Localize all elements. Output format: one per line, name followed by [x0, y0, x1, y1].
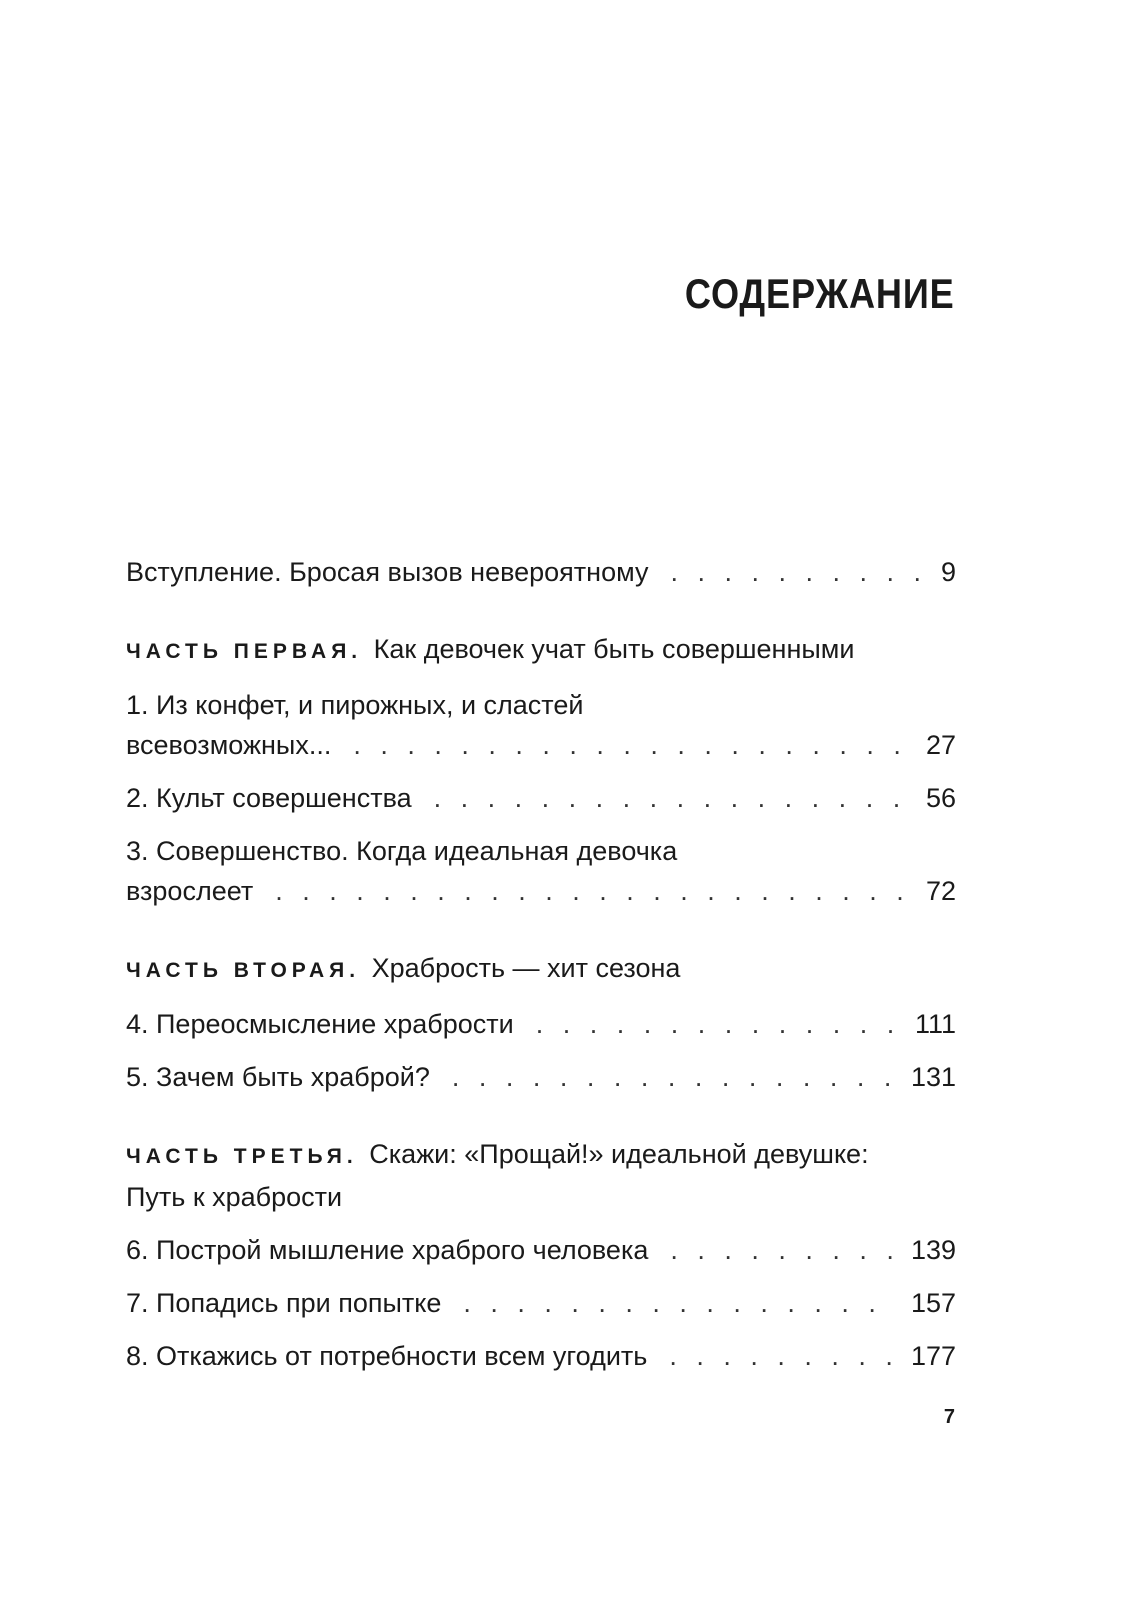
toc-page-number: 177 — [910, 1341, 956, 1371]
toc-entry-chapter-1[interactable] — [126, 685, 956, 765]
toc-entry-chapter-4[interactable] — [126, 1004, 956, 1044]
toc-entry-chapter-2[interactable] — [126, 778, 956, 818]
dot-leader — [670, 552, 923, 592]
part-label: ЧАСТЬ ТРЕТЬЯ. — [126, 1145, 358, 1168]
dot-leader — [669, 1336, 893, 1376]
dot-leader — [536, 1004, 897, 1044]
part-heading-3 — [126, 1134, 956, 1217]
toc-entry-chapter-5[interactable] — [126, 1057, 956, 1097]
toc-entry-title: 2. Культ совершенства — [126, 783, 412, 813]
toc-entry-chapter-8[interactable] — [126, 1336, 956, 1376]
part-label: ЧАСТЬ ПЕРВАЯ. — [126, 640, 363, 663]
dot-leader — [434, 778, 908, 818]
part-label: ЧАСТЬ ВТОРАЯ. — [126, 959, 361, 982]
toc-entry-chapter-6[interactable] — [126, 1230, 956, 1270]
dot-leader — [463, 1283, 893, 1323]
toc-entry-intro[interactable] — [126, 552, 956, 592]
toc-entry-title: 5. Зачем быть храброй? — [126, 1062, 430, 1092]
toc-page-number: 72 — [925, 876, 956, 906]
part-title: Храбрость — хит сезона — [371, 953, 681, 983]
dot-leader — [275, 871, 908, 911]
page-title: СОДЕРЖАНИЕ — [685, 270, 955, 317]
toc-entry-title: 7. Попадись при попытке — [126, 1288, 442, 1318]
toc-page-number: 139 — [910, 1235, 956, 1265]
toc-page-number: 9 — [940, 557, 956, 587]
toc-page-number: 157 — [910, 1288, 956, 1318]
part-title: Как девочек учат быть совершенными — [373, 634, 855, 664]
toc-entry-title-line: 1. Из конфет, и пирожных, и сластей — [126, 690, 584, 720]
toc-entry-title: 4. Переосмысление храбрости — [126, 1009, 514, 1039]
part-title-continued: Путь к храбрости — [126, 1182, 343, 1212]
part-heading-1 — [126, 629, 956, 672]
dot-leader — [670, 1230, 893, 1270]
toc-page-number: 56 — [925, 783, 956, 813]
dot-leader — [353, 725, 908, 765]
page-number: 7 — [943, 1406, 955, 1428]
toc-page-number: 111 — [914, 1009, 956, 1039]
toc-page-number: 27 — [925, 730, 956, 760]
toc-entry-title: Вступление. Бросая вызов невероятному — [126, 557, 649, 587]
toc-entry-title-line: 3. Совершенство. Когда идеальная девочка — [126, 836, 678, 866]
toc-entry-title-line: всевозможных... — [126, 730, 332, 760]
toc-entry-chapter-3[interactable] — [126, 831, 956, 911]
toc-entry-title-line: взрослеет — [126, 876, 254, 906]
part-title: Скажи: «Прощай!» идеальной девушке: — [369, 1139, 869, 1169]
toc-entry-title: 6. Построй мышление храброго человека — [126, 1235, 649, 1265]
toc-entry-chapter-7[interactable] — [126, 1283, 956, 1323]
part-heading-2 — [126, 948, 956, 991]
toc-entry-title: 8. Откажись от потребности всем угодить — [126, 1341, 648, 1371]
table-of-contents — [126, 552, 956, 1376]
dot-leader — [452, 1057, 893, 1097]
toc-page-number: 131 — [910, 1062, 956, 1092]
